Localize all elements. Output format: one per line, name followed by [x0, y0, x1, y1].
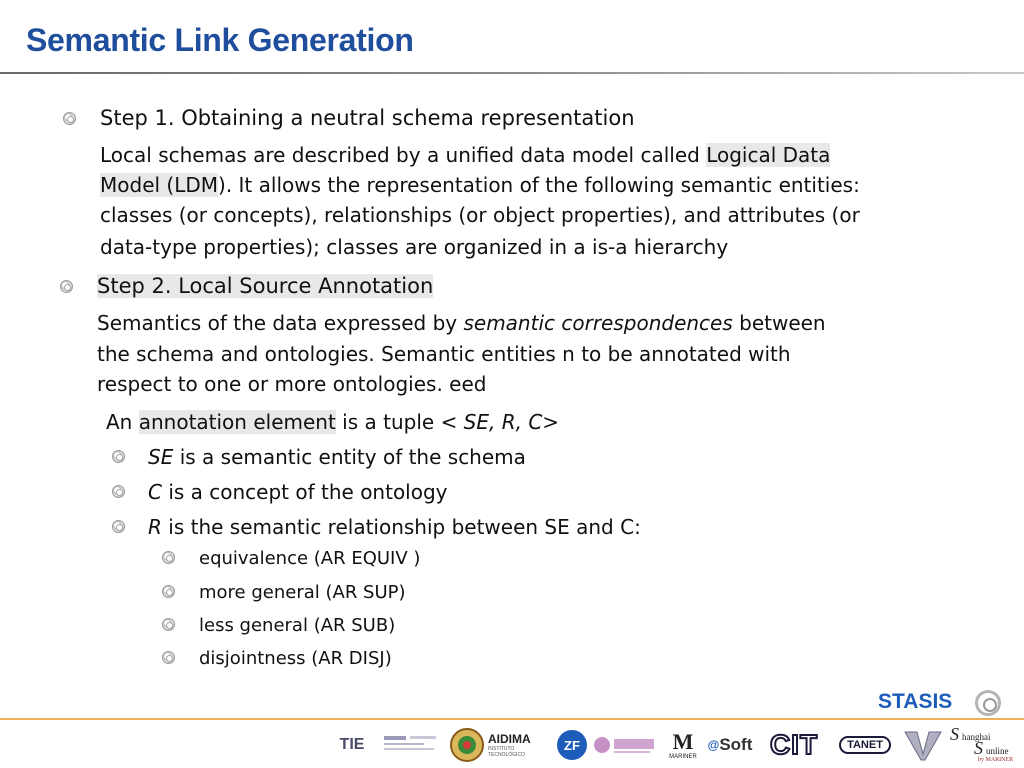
tsinghua-logo: [592, 726, 658, 764]
bullet-icon: [112, 485, 125, 498]
bullet-icon: [112, 520, 125, 533]
v-logo: [902, 726, 944, 764]
cit-logo: CIT: [769, 729, 819, 760]
step1-line-3: classes (or concepts), relationships (or object properties), and attributes (or: [100, 203, 860, 227]
title-divider: [0, 72, 1024, 74]
soft-mark-icon: @: [707, 738, 720, 752]
slide-title: Semantic Link Generation: [26, 22, 414, 58]
partner-logo-small: [382, 726, 442, 764]
zf-logo: [555, 726, 589, 764]
tanet-logo: TANET: [832, 726, 898, 764]
mariner-logo: M MARINER: [669, 729, 697, 760]
tuple-item-c: C is a concept of the ontology: [148, 480, 448, 504]
bullet-icon: [112, 450, 125, 463]
bullet-icon: [162, 551, 175, 564]
ldm-highlight: Logical Data: [706, 143, 831, 167]
step1-line-1: Local schemas are described by a unified data model called Logical Data: [100, 143, 831, 167]
tuple-item-se: SE is a semantic entity of the schema: [148, 445, 526, 469]
relation-item: disjointness (AR DISJ): [199, 648, 392, 669]
stasis-swirl-icon: [975, 690, 1001, 716]
seal-icon: [449, 727, 485, 763]
university-seal-logo: [448, 726, 486, 764]
svg-text:ZF: ZF: [564, 738, 580, 753]
tuple-item-r: R is the semantic relationship between SE and C:: [148, 515, 641, 539]
step1-heading: Step 1. Obtaining a neutral schema representation: [100, 106, 635, 130]
zf-icon: [556, 729, 588, 761]
stasis-brand: STASIS: [878, 690, 953, 713]
v-emblem-icon: [903, 728, 943, 762]
bullet-icon: [60, 280, 73, 293]
tie-logo: TIE: [339, 736, 365, 753]
relation-item: more general (AR SUP): [199, 582, 406, 603]
step2-line-1: Semantics of the data expressed by semantic correspondences between: [97, 311, 826, 335]
bullet-icon: [63, 112, 76, 125]
bullet-icon: [162, 618, 175, 631]
step1-line-4: data-type properties); classes are organized in a is-a hierarchy: [100, 235, 729, 259]
bullet-icon: [162, 651, 175, 664]
relation-item: equivalence (AR EQUIV ): [199, 548, 421, 569]
tsinghua-emblem: [592, 732, 658, 758]
step2-line-3: respect to one or more ontologies. eed: [97, 372, 487, 396]
step2-heading: Step 2. Local Source Annotation: [97, 274, 434, 298]
aidima-logo: AIDIMA INSTITUTO TECNOLÓGICO: [488, 732, 531, 758]
annotation-element-line: An annotation element is a tuple < SE, R, C>: [106, 410, 560, 434]
relation-item: less general (AR SUB): [199, 615, 396, 636]
shanghai-sunline-logo: S hanghai S unline by MARINER: [950, 724, 1014, 763]
ldm-highlight-2: Model (LDM: [100, 173, 219, 197]
step1-line-2: Model (LDM). It allows the representation of the following semantic entities:: [100, 173, 860, 197]
partner-logo-graphic: [382, 732, 442, 758]
annotation-highlight: annotation element: [138, 410, 336, 434]
footer-divider: [0, 718, 1024, 720]
soft-logo: @ Soft: [707, 735, 753, 754]
bullet-icon: [162, 585, 175, 598]
step2-line-2: the schema and ontologies. Semantic entities n to be annotated with: [97, 342, 791, 366]
